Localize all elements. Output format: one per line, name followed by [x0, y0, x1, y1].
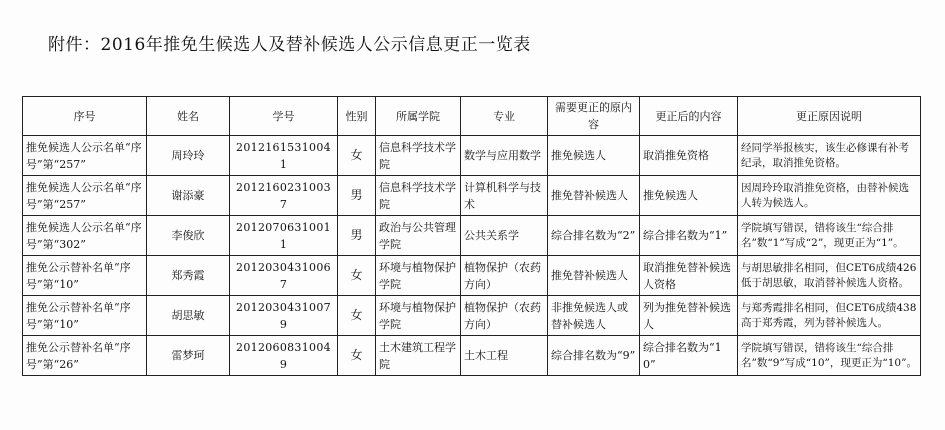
cell-xuhao: 推免公示替补名单“序号”第“10”	[23, 256, 147, 296]
cell-college: 环境与植物保护学院	[376, 296, 461, 336]
cell-reason: 学院填写错误，错将该生“综合排名”数“9”写成“10”，现更正为“10”。	[738, 336, 921, 376]
cell-reason: 因周玲玲取消推免资格，由替补候选人转为候选人。	[738, 176, 921, 216]
cell-original: 推免替补候选人	[548, 176, 640, 216]
header-cell: 性别	[338, 97, 376, 136]
cell-major: 数学与应用数学	[461, 136, 548, 176]
cell-name: 雷梦珂	[147, 336, 230, 376]
cell-reason: 学院填写错误，错将该生“综合排名”数“1”写成“2”，现更正为“1”。	[738, 216, 921, 256]
cell-college: 信息科学技术学院	[376, 136, 461, 176]
table-row	[23, 216, 921, 256]
cell-major: 公共关系学	[461, 216, 548, 256]
cell-name: 谢添豪	[147, 176, 230, 216]
cell-college: 环境与植物保护学院	[376, 256, 461, 296]
cell-xuhao: 推免候选人公示名单“序号”第“257”	[23, 136, 147, 176]
cell-college: 土木建筑工程学院	[376, 336, 461, 376]
correction-table	[22, 96, 921, 376]
cell-original: 非推免候选人或替补候选人	[548, 296, 640, 336]
header-cell: 序号	[23, 97, 147, 136]
cell-college: 信息科学技术学院	[376, 176, 461, 216]
document-title: 附件：2016年推免生候选人及替补候选人公示信息更正一览表	[48, 35, 531, 55]
cell-major: 计算机科学与技术	[461, 176, 548, 216]
cell-corrected: 综合排名数为“10”	[640, 336, 738, 376]
header-cell: 所属学院	[376, 97, 461, 136]
cell-major: 土木工程	[461, 336, 548, 376]
cell-corrected: 取消推免替补候选人资格	[640, 256, 738, 296]
cell-reason: 与郑秀霞排名相同，但CET6成绩438高于郑秀霞，列为替补候选人。	[738, 296, 921, 336]
table-header-row	[23, 97, 921, 136]
cell-student-id: 20120304310067	[230, 256, 338, 296]
cell-corrected: 取消推免资格	[640, 136, 738, 176]
cell-xuhao: 推免候选人公示名单“序号”第“302”	[23, 216, 147, 256]
table-row	[23, 176, 921, 216]
header-cell: 姓名	[147, 97, 230, 136]
cell-xuhao: 推免候选人公示名单“序号”第“257”	[23, 176, 147, 216]
header-cell: 更正后的内容	[640, 97, 738, 136]
cell-major: 植物保护（农药方向）	[461, 256, 548, 296]
cell-original: 综合排名数为“9”	[548, 336, 640, 376]
table-row	[23, 296, 921, 336]
cell-name: 周玲玲	[147, 136, 230, 176]
cell-xuhao: 推免公示替补名单“序号”第“10”	[23, 296, 147, 336]
cell-student-id: 20120304310079	[230, 296, 338, 336]
cell-reason: 经同学举报核实，该生必修课有补考纪录，取消推免资格。	[738, 136, 921, 176]
cell-original: 综合排名数为“2”	[548, 216, 640, 256]
cell-corrected: 列为推免替补候选人	[640, 296, 738, 336]
cell-sex: 男	[338, 216, 376, 256]
cell-xuhao: 推免公示替补名单“序号”第“26”	[23, 336, 147, 376]
cell-corrected: 综合排名数为“1”	[640, 216, 738, 256]
cell-student-id: 20120608310049	[230, 336, 338, 376]
cell-sex: 女	[338, 136, 376, 176]
cell-college: 政治与公共管理学院	[376, 216, 461, 256]
header-cell: 学号	[230, 97, 338, 136]
cell-student-id: 20120706310011	[230, 216, 338, 256]
cell-sex: 女	[338, 296, 376, 336]
table-row	[23, 136, 921, 176]
table-row	[23, 336, 921, 376]
header-cell: 更正原因说明	[738, 97, 921, 136]
cell-name: 郑秀霞	[147, 256, 230, 296]
cell-name: 胡思敏	[147, 296, 230, 336]
header-cell: 需要更正的原内容	[548, 97, 640, 136]
cell-corrected: 推免候选人	[640, 176, 738, 216]
cell-sex: 女	[338, 256, 376, 296]
cell-student-id: 20121602310037	[230, 176, 338, 216]
header-cell: 专业	[461, 97, 548, 136]
cell-sex: 男	[338, 176, 376, 216]
cell-original: 推免候选人	[548, 136, 640, 176]
cell-name: 李俊欣	[147, 216, 230, 256]
cell-student-id: 20121615310041	[230, 136, 338, 176]
cell-original: 推免替补候选人	[548, 256, 640, 296]
cell-major: 植物保护（农药方向）	[461, 296, 548, 336]
cell-reason: 与胡思敏排名相同，但CET6成绩426低于胡思敏，取消替补候选人资格。	[738, 256, 921, 296]
cell-sex: 女	[338, 336, 376, 376]
table-row	[23, 256, 921, 296]
